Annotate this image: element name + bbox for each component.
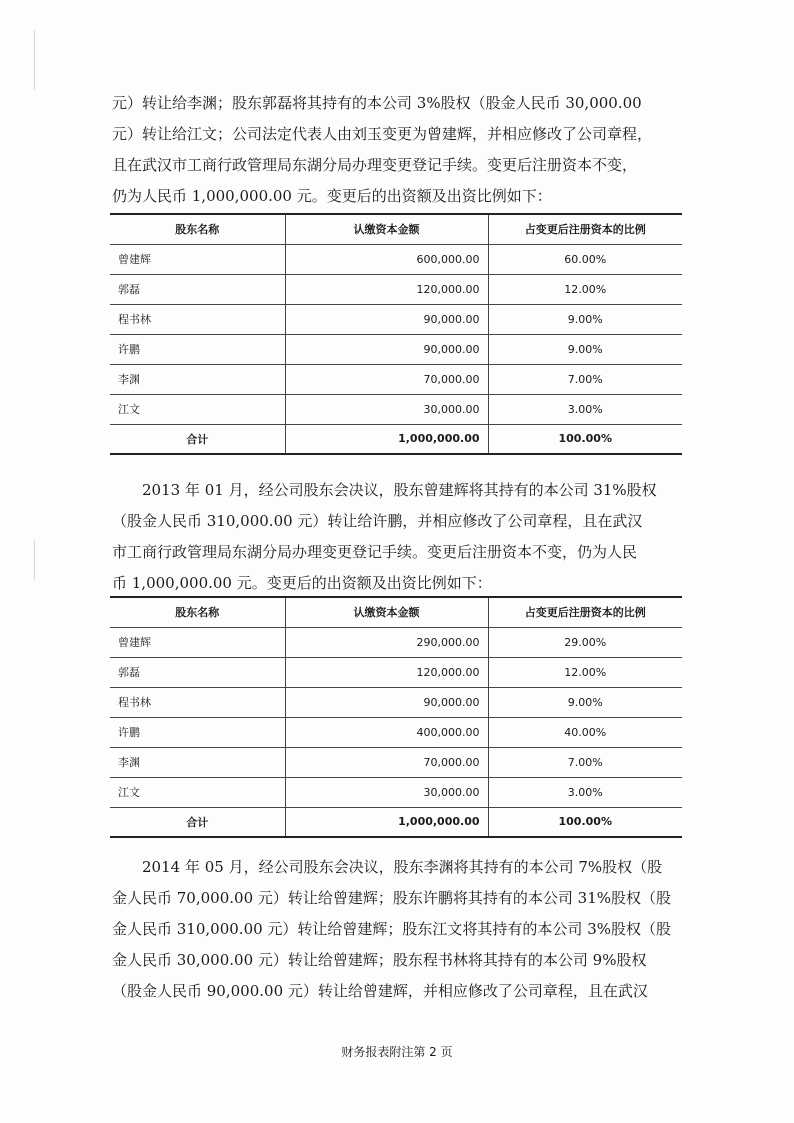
shareholder-name: 江文 (110, 394, 285, 424)
capital-ratio: 7.00% (488, 364, 682, 394)
header-shareholder-name: 股东名称 (110, 214, 285, 244)
shareholder-name: 程书林 (110, 687, 285, 717)
table-row (110, 334, 682, 364)
text-line: 2014 年 05 月，经公司股东会决议，股东李渊将其持有的本公司 7%股权（股 (142, 858, 663, 876)
header-capital-ratio: 占变更后注册资本的比例 (488, 597, 682, 627)
shareholding-table-2 (110, 596, 682, 838)
table-total-row (110, 807, 682, 837)
total-amount: 1,000,000.00 (285, 424, 488, 454)
capital-ratio: 40.00% (488, 717, 682, 747)
capital-amount: 30,000.00 (285, 394, 488, 424)
header-shareholder-name: 股东名称 (110, 597, 285, 627)
table-row (110, 274, 682, 304)
scan-edge-mark (34, 540, 35, 580)
shareholder-name: 江文 (110, 777, 285, 807)
text-line: （股金人民币 90,000.00 元）转让给曾建辉，并相应修改了公司章程，且在武汉 (112, 982, 648, 1000)
text-line: 2013 年 01 月，经公司股东会决议，股东曾建辉将其持有的本公司 31%股权 (142, 481, 657, 499)
page-footer: 财务报表附注第 2 页 (341, 1045, 453, 1059)
text-line: 仍为人民币 1,000,000.00 元。变更后的出资额及出资比例如下： (112, 187, 552, 205)
shareholder-name: 李渊 (110, 364, 285, 394)
total-ratio: 100.00% (488, 807, 682, 837)
table-row (110, 687, 682, 717)
total-amount: 1,000,000.00 (285, 807, 488, 837)
capital-amount: 90,000.00 (285, 687, 488, 717)
shareholder-name: 郭磊 (110, 657, 285, 687)
text-line: 元）转让给李渊；股东郭磊将其持有的本公司 3%股权（股金人民币 30,000.00 (112, 94, 642, 112)
capital-amount: 70,000.00 (285, 747, 488, 777)
text-line: 金人民币 310,000.00 元）转让给曾建辉；股东江文将其持有的本公司 3%股权（股 (112, 920, 671, 938)
capital-ratio: 9.00% (488, 687, 682, 717)
capital-amount: 90,000.00 (285, 334, 488, 364)
shareholder-name: 李渊 (110, 747, 285, 777)
table-row (110, 394, 682, 424)
paragraph-2 (112, 475, 682, 599)
total-label: 合计 (110, 807, 285, 837)
capital-ratio: 9.00% (488, 334, 682, 364)
scan-edge-mark (34, 30, 35, 90)
capital-ratio: 3.00% (488, 394, 682, 424)
text-line: 元）转让给江文；公司法定代表人由刘玉变更为曾建辉，并相应修改了公司章程， (112, 125, 653, 143)
table-row (110, 304, 682, 334)
text-line: 币 1,000,000.00 元。变更后的出资额及出资比例如下： (112, 574, 492, 592)
capital-amount: 600,000.00 (285, 244, 488, 274)
text-line: 市工商行政管理局东湖分局办理变更登记手续。变更后注册资本不变，仍为人民 (112, 543, 638, 561)
capital-amount: 290,000.00 (285, 627, 488, 657)
shareholder-name: 许鹏 (110, 717, 285, 747)
shareholder-name: 程书林 (110, 304, 285, 334)
capital-ratio: 3.00% (488, 777, 682, 807)
header-subscribed-capital: 认缴资本金额 (285, 214, 488, 244)
paragraph-1 (112, 88, 682, 212)
table-row (110, 777, 682, 807)
capital-ratio: 12.00% (488, 657, 682, 687)
shareholder-name: 许鹏 (110, 334, 285, 364)
capital-ratio: 29.00% (488, 627, 682, 657)
total-ratio: 100.00% (488, 424, 682, 454)
table-row (110, 627, 682, 657)
capital-amount: 400,000.00 (285, 717, 488, 747)
capital-amount: 30,000.00 (285, 777, 488, 807)
capital-ratio: 7.00% (488, 747, 682, 777)
capital-ratio: 12.00% (488, 274, 682, 304)
capital-amount: 90,000.00 (285, 304, 488, 334)
text-line: 金人民币 70,000.00 元）转让给曾建辉；股东许鹏将其持有的本公司 31%股权（股 (112, 889, 671, 907)
table-row (110, 244, 682, 274)
table-row (110, 717, 682, 747)
table-row (110, 364, 682, 394)
table-row (110, 747, 682, 777)
shareholder-name: 郭磊 (110, 274, 285, 304)
header-subscribed-capital: 认缴资本金额 (285, 597, 488, 627)
text-line: （股金人民币 310,000.00 元）转让给许鹏，并相应修改了公司章程，且在武汉 (112, 512, 643, 530)
paragraph-3 (112, 852, 682, 1007)
capital-amount: 70,000.00 (285, 364, 488, 394)
shareholder-name: 曾建辉 (110, 627, 285, 657)
text-line: 且在武汉市工商行政管理局东湖分局办理变更登记手续。变更后注册资本不变， (112, 156, 638, 174)
table-header-row (110, 214, 682, 244)
shareholding-table-1 (110, 213, 682, 455)
capital-amount: 120,000.00 (285, 657, 488, 687)
shareholder-name: 曾建辉 (110, 244, 285, 274)
capital-ratio: 60.00% (488, 244, 682, 274)
table-total-row (110, 424, 682, 454)
text-line: 金人民币 30,000.00 元）转让给曾建辉；股东程书林将其持有的本公司 9%股权 (112, 951, 647, 969)
capital-ratio: 9.00% (488, 304, 682, 334)
header-capital-ratio: 占变更后注册资本的比例 (488, 214, 682, 244)
table-header-row (110, 597, 682, 627)
table-row (110, 657, 682, 687)
capital-amount: 120,000.00 (285, 274, 488, 304)
total-label: 合计 (110, 424, 285, 454)
